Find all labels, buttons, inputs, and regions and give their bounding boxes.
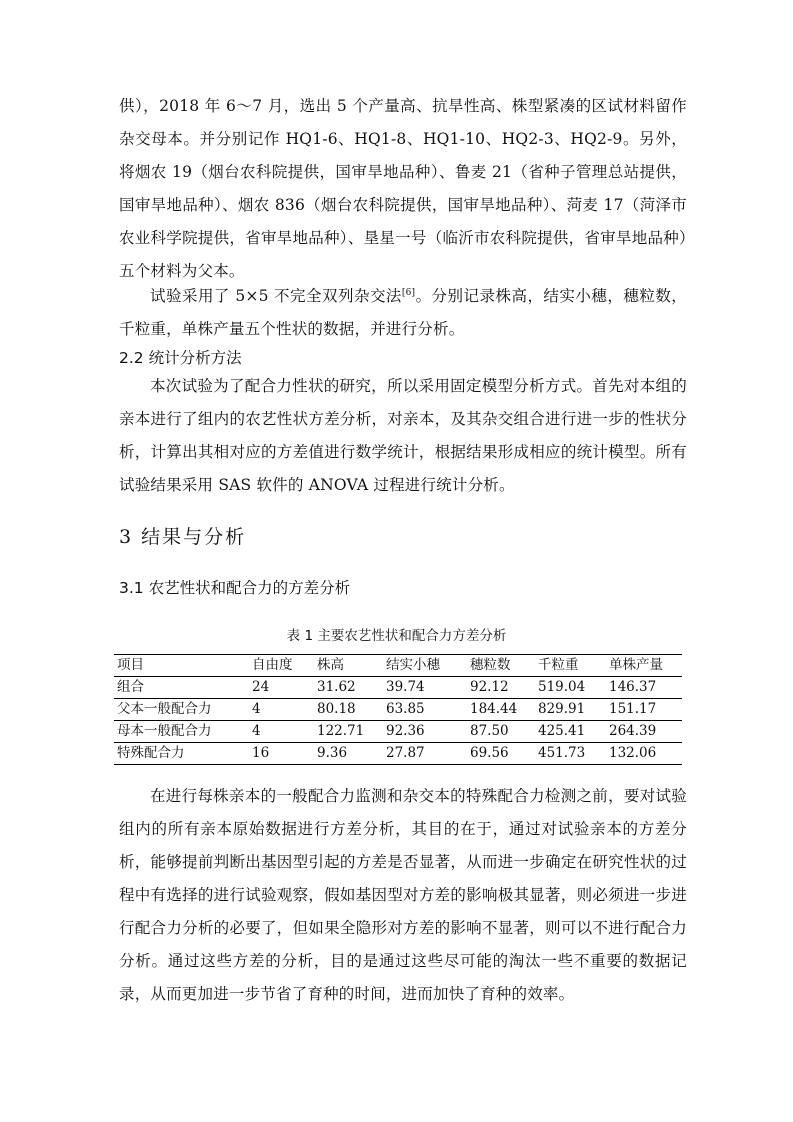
paragraph-materials: 供），2018 年 6～7 月，选出 5 个产量高、抗旱性高、株型紧凑的区试材料留作杂交母本。并分别记作 HQ1-6、HQ1-8、HQ1-10、HQ2-3、HQ2-9。另外，将烟农 19（烟台农科院提供，国审旱地品种）、鲁麦 21（省种子管理总站提供，国审旱地品种）、烟农 836（烟台农科院提供，国审旱地品种）、菏麦 17（菏泽市农业科学院提供，省审旱地品种）、垦星一号（临沂市农科院提供，省审旱地品种）五个材料为父本。 [119,97,687,280]
table-header-row [114,655,682,677]
table-cell: 24 [252,679,270,695]
table-cell: 63.85 [386,701,425,717]
table-cell: 184.44 [470,701,518,717]
table-cell: 9.36 [317,745,348,761]
table-cell: 16 [252,745,270,761]
table-cell: 69.56 [470,745,509,761]
table-cell: 4 [252,723,261,739]
table-header-cell: 单株产量 [609,657,663,673]
table-header-cell: 项目 [117,657,144,673]
table-row [114,721,682,743]
section-heading-3: 3 结果与分析 [119,526,247,548]
paragraph-discussion: 在进行每株亲本的一般配合力监测和杂交本的特殊配合力检测之前，要对试验组内的所有亲本原始数据进行方差分析，其目的在于，通过对试验亲本的方差分析，能够提前判断出基因型引起的方差是否显著，从而进一步确定在研究性状的过程中有选择的进行试验观察，假如基因型对方差的影响极其显著，则必须进一步进行配合力分析的必要了，但如果全隐形对方差的影响不显著，则可以不进行配合力分析。通过这些方差的分析，目的是通过这些尽可能的淘汰一些不重要的数据记录，从而更加进一步节省了育种的时间，进而加快了育种的效率。 [119,787,687,1003]
table-cell: 829.91 [538,701,586,717]
table-cell: 4 [252,701,261,717]
table-cell: 31.62 [317,679,356,695]
table-cell: 父本一般配合力 [117,701,212,717]
table-header-cell: 自由度 [252,657,293,673]
table-cell: 80.18 [317,701,356,717]
table-cell: 92.36 [386,723,425,739]
table-cell: 132.06 [609,745,657,761]
section-heading-3-1: 3.1 农艺性状和配合力的方差分析 [119,579,351,597]
table-cell: 组合 [117,679,144,695]
table-header-cell: 株高 [317,657,344,673]
table-cell: 27.87 [386,745,425,761]
table-cell: 451.73 [538,745,586,761]
table-header-cell: 穗粒数 [470,657,511,673]
section-heading-2-2: 2.2 统计分析方法 [119,349,242,367]
table-cell: 122.71 [317,723,365,739]
method-text: 试验采用了 5×5 不完全双列杂交法 [150,287,402,305]
method-text-rest: 。分别记录株高，结实小穗，穗粒数，千粒重，单株产量五个性状的数据，并进行分析。 [119,287,687,338]
table-cell: 146.37 [609,679,657,695]
table-cell: 425.41 [538,723,586,739]
table-caption: 表 1 主要农艺性状和配合力方差分析 [286,628,507,644]
table-header-cell: 千粒重 [538,657,579,673]
table-cell: 87.50 [470,723,509,739]
citation-ref: [6] [401,287,416,298]
table-cell: 151.17 [609,701,657,717]
table-row [114,699,682,721]
paragraph-method [119,280,687,346]
variance-table [114,654,682,765]
table-row [114,677,682,699]
table-header-cell: 结实小穗 [386,657,440,673]
table-cell: 特殊配合力 [117,745,185,761]
table-cell: 264.39 [609,723,657,739]
table-cell: 母本一般配合力 [117,723,212,739]
table-cell: 519.04 [538,679,586,695]
paragraph-statistics: 本次试验为了配合力性状的研究，所以采用固定模型分析方式。首先对本组的亲本进行了组内的农艺性状方差分析，对亲本，及其杂交组合进行进一步的性状分析，计算出其相对应的方差值进行数学统计，根据结果形成相应的统计模型。所有试验结果采用 SAS 软件的 ANOVA 过程进行统计分析。 [119,377,687,494]
table-row [114,743,682,765]
table-cell: 92.12 [470,679,509,695]
table-cell: 39.74 [386,679,425,695]
